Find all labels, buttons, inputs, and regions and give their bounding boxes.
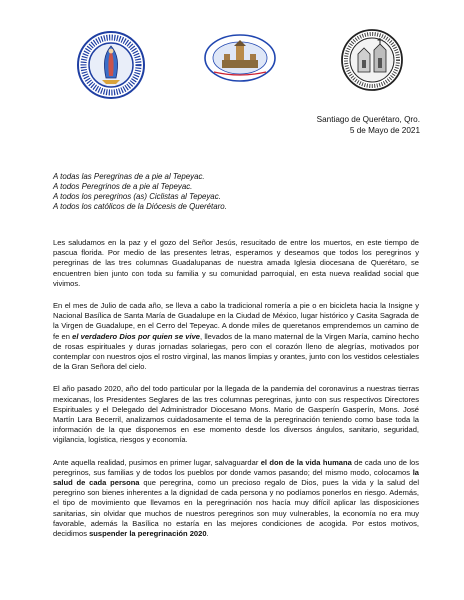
recipient-line: A todos los peregrinos (as) Ciclistas al Tepeyac. — [53, 192, 221, 201]
emphasis-text: el verdadero Dios por quien se vive — [72, 331, 200, 341]
paragraph-text: . — [206, 529, 209, 539]
paragraph-decision — [53, 458, 419, 540]
recipient-line: A todas las Peregrinas de a pie al Tepeyac. — [53, 172, 205, 181]
bold-text: suspender la peregrinación 2020 — [89, 529, 207, 539]
letter-body — [53, 238, 419, 551]
left-seal-logo — [76, 30, 146, 100]
right-seal-icon — [340, 28, 404, 92]
bold-text: la salud de cada persona — [53, 467, 419, 488]
middle-seal-icon — [204, 34, 276, 82]
paragraph-pandemic: El año pasado 2020, año del todo particular por la llegada de la pandemia del coronavirus a nuestras tierras mexicanas, los Presidentes Seglares de las tres columnas peregrinas, junto con sus respectivos Directores Espirituales y el Delegado del Administrador Diocesano Mons. Mario de Gasperín Gasperín, Mons. José Martín Lara Becerril, analizamos cuidadosamente el tema de la peregrinación teniendo como base toda la información de la que disponemos en ese momento desde los diversos ángulos, sanitario, seguridad, vigilancia, logística, riesgos y economía. — [53, 384, 419, 445]
recipient-line: A todos los católicos de la Diócesis de Querétaro. — [53, 202, 227, 211]
paragraph-greeting: Les saludamos en la paz y el gozo del Señor Jesús, resucitado de entre los muertos, en este tiempo de pascua florida. Por medio de las presentes letras, esperamos y deseamos que todos los peregrinos y peregrinas de las tres columnas Guadalupanas de nuestra amada Iglesia diocesana de Querétaro, se encuentren bien junto con toda su familia y su comunidad parroquial, en esta nueva realidad social que vivimos. — [53, 238, 419, 288]
left-seal-icon — [76, 30, 146, 100]
recipient-line: A todos Peregrinos de a pie al Tepeyac. — [53, 182, 193, 191]
place-line: Santiago de Querétaro, Qro. — [316, 115, 420, 124]
paragraph-text: que peregrina, como un precioso regalo de Dios, pues la vida y la salud del peregrino son bienes inherentes a la dignidad de cada persona y no podíamos ponerlos en riesgo. Además, el tipo de movimiento que llevamos en la peregrinación nos hacía muy difícil aplicar las disposiciones sanitarias, sin olvidar que muchos de nuestros peregrinos son muy vulnerables, la economía no era muy favorable, además la Basílica no estaría en las mejores condiciones de acogida. Por estos motivos, decidimos — [53, 478, 420, 539]
date-line: 5 de Mayo de 2021 — [349, 126, 420, 135]
paragraph-text: En el mes de Julio de cada año, se lleva a cabo la tradicional romería a pie o en bicicleta hacia la Insigne y Nacional Basílica de Santa María de Guadalupe en la Ciudad de México, lugar histórico y Casita Sagrada de la Virgen de Guadalupe, en el Cerro del Tepeyac. A donde miles de queretanos emprendemos un camino de fe en — [53, 301, 419, 341]
place-date-block — [317, 114, 420, 136]
paragraph-text: , llevados de la mano maternal de la Virgen María, camino hecho de rosas espirituales y duras jornadas solariegas, pero con el corazón lleno de alegrías, motivados por contemplar con nuestros ojos el rostro virginal, las manos limpias y orantes, junto con los vestidos celestiales de la Gran Señora del cielo. — [53, 331, 419, 372]
right-seal-logo — [340, 28, 404, 92]
paragraph-text: Ante aquella realidad, pusimos en primer lugar, salvaguardar — [53, 457, 261, 467]
paragraph-pilgrimage — [53, 301, 419, 372]
bold-text: el don de la vida humana — [260, 457, 352, 467]
paragraph-text: de cada uno de los peregrinos, sus familias y de todos los pueblos por donde vamos pasando; del mismo modo, colocamos — [53, 457, 419, 477]
middle-seal-logo — [204, 34, 276, 82]
recipients-block — [53, 172, 413, 212]
